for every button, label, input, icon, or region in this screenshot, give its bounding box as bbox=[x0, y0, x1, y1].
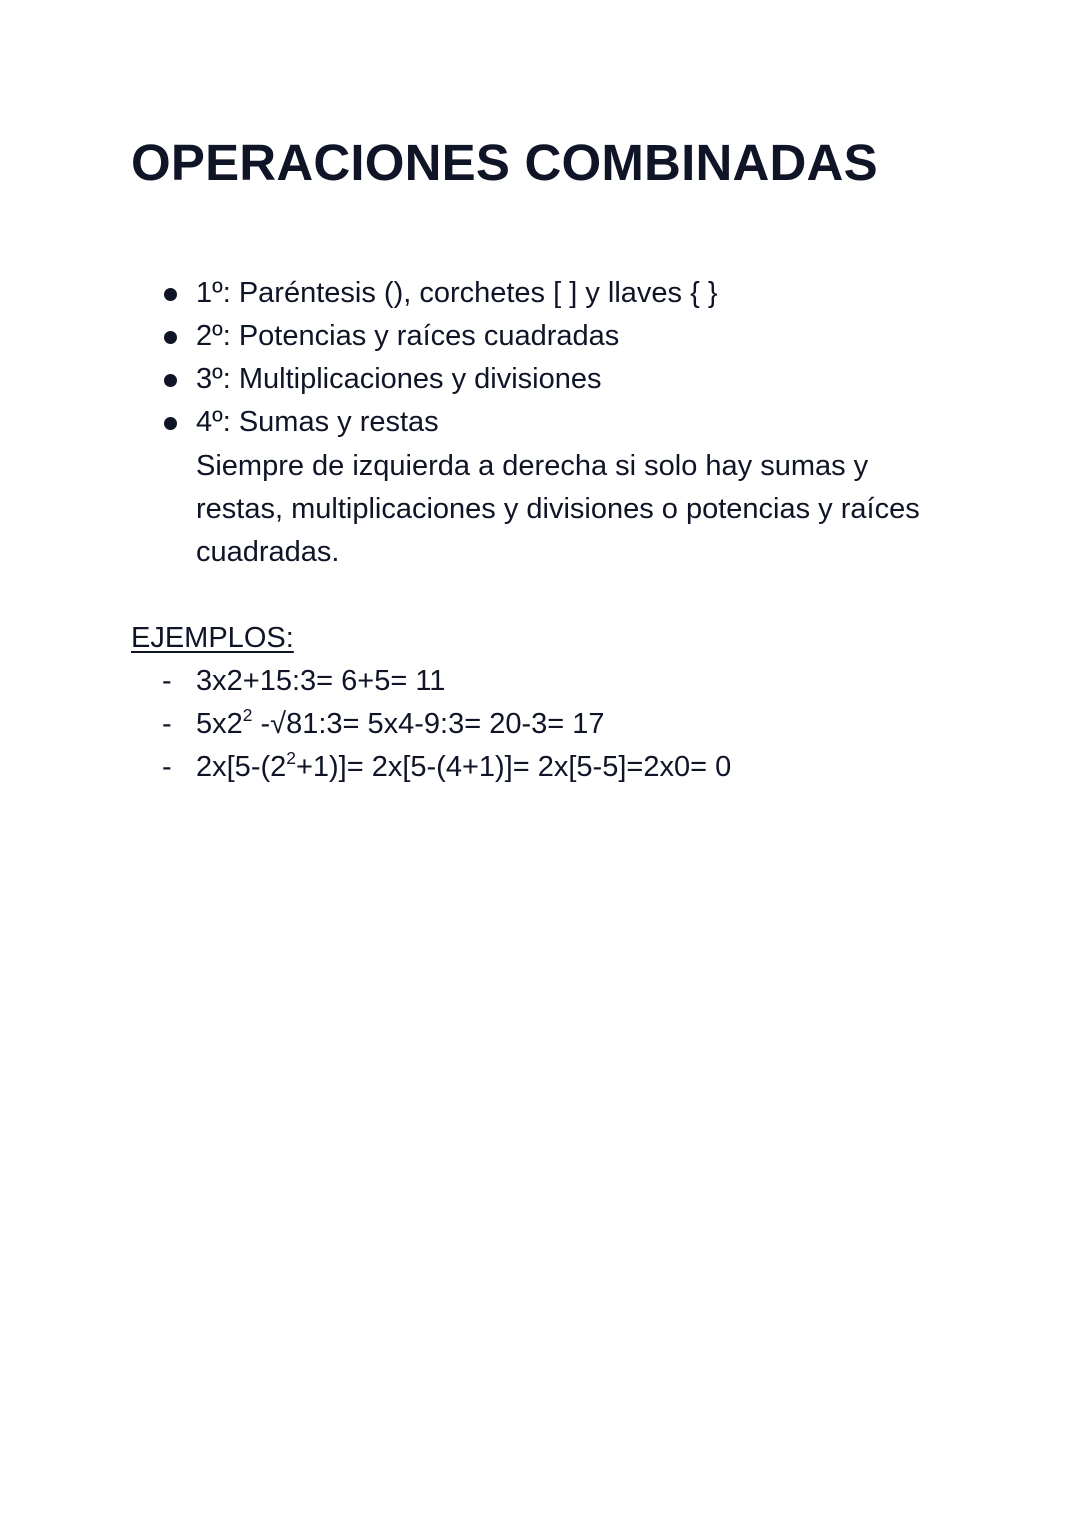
page-title: OPERACIONES COMBINADAS bbox=[131, 134, 878, 191]
dash-marker: - bbox=[162, 665, 172, 697]
rules-note: Siempre de izquierda a derecha si solo hay sumas y restas, multiplicaciones y divisiones o potencias y raíces cuadradas. bbox=[196, 450, 920, 568]
examples-list bbox=[162, 660, 732, 789]
bullet-icon bbox=[164, 288, 177, 301]
rule-text: 1º: Paréntesis (), corchetes [ ] y llaves { } bbox=[196, 277, 718, 309]
bullet-icon bbox=[164, 331, 177, 344]
example-text-part: 2x[5-(2 bbox=[196, 751, 287, 783]
dash-marker: - bbox=[162, 708, 172, 740]
list-item bbox=[196, 358, 956, 401]
example-text: 3x2+15:3= 6+5= 11 bbox=[196, 665, 446, 697]
dash-marker: - bbox=[162, 751, 172, 783]
rule-text: 4º: Sumas y restas bbox=[196, 406, 439, 438]
example-text-part: -√81:3= 5x4-9:3= 20-3= 17 bbox=[252, 708, 605, 740]
rule-text: 2º: Potencias y raíces cuadradas bbox=[196, 320, 620, 352]
bullet-icon bbox=[164, 417, 177, 430]
example-item bbox=[162, 746, 732, 789]
exponent: 2 bbox=[286, 747, 296, 768]
example-text-part: +1)]= 2x[5-(4+1)]= 2x[5-5]=2x0= 0 bbox=[295, 751, 732, 783]
rule-text: 3º: Multiplicaciones y divisiones bbox=[196, 363, 602, 395]
example-item bbox=[162, 703, 731, 746]
examples-heading: EJEMPLOS: bbox=[131, 622, 294, 654]
list-item bbox=[196, 401, 956, 444]
exponent: 2 bbox=[242, 704, 253, 725]
example-text-part: 5x2 bbox=[196, 708, 243, 740]
rules-list bbox=[196, 272, 956, 444]
example-item bbox=[162, 660, 731, 703]
list-item bbox=[196, 315, 956, 358]
list-item bbox=[196, 272, 956, 315]
bullet-icon bbox=[164, 374, 177, 387]
